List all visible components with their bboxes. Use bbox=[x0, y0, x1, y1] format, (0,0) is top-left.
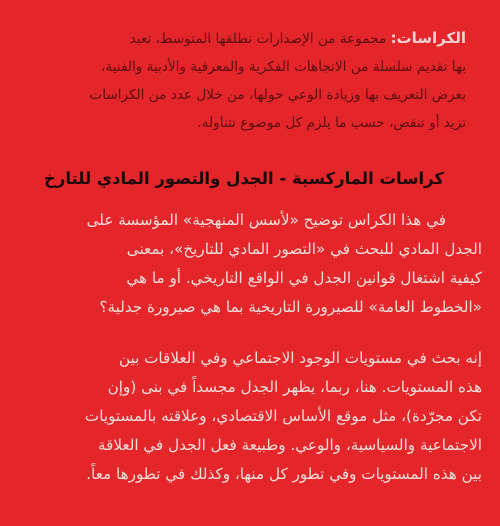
series-intro bbox=[26, 24, 466, 137]
paragraph-line: بين هذه المستويات وفي تطور كل منها، وكذلك في تطورها معاً. bbox=[86, 465, 482, 483]
intro-line: تزيد أو تنقص، حسب ما يلزم كل موضوع تتناوله. bbox=[197, 115, 466, 131]
description-paragraph-1 bbox=[16, 206, 482, 322]
series-title: كراسات الماركسية - الجدل والتصور المادي للتارخ bbox=[43, 169, 444, 188]
paragraph-line: إنه بحث في مستويات الوجود الاجتماعي وفي العلاقات بين bbox=[118, 349, 482, 367]
intro-line-text: مجموعة من الإصدارات نطلقها المتوسط، تعبد bbox=[129, 31, 391, 47]
description-paragraph-2 bbox=[16, 344, 482, 489]
intro-line: بعرض التعريف بها وزيادة الوعي حولها، من خلال عدد من الكراسات bbox=[89, 87, 466, 103]
paragraph-line: الاجتماعية والسياسية، والوعي. وطبيعة فعل الجدل في العلاقة bbox=[97, 436, 482, 454]
paragraph-line: هذه المستويات. هنا، ربما، يظهر الجدل مجسداً في بنى (وإن bbox=[107, 378, 482, 396]
paragraph-line: تكن مجرّدة)، مثل موقع الأساس الاقتصادي، وعلاقته بالمستويات bbox=[84, 407, 482, 425]
paragraph-line: في هذا الكراس توضيح «لأسس المنهجية» المؤسسة على bbox=[86, 211, 446, 229]
intro-line: بها تقديم سلسلة من الاتجاهات الفكرية والمعرفية والأدبية والفنية، bbox=[101, 59, 466, 75]
intro-line bbox=[26, 24, 466, 53]
paragraph-line: «الخطوط العامة» للصيرورة التاريخية بما هي صيرورة جدلية؟ bbox=[99, 298, 482, 316]
paragraph-line: الجدل المادي للبحث في «التصور المادي للتاريخ»، بمعنى bbox=[126, 240, 482, 258]
paragraph-line: كيفية اشتغال قوانين الجدل في الواقع التاريخي. أو ما هي bbox=[126, 269, 482, 287]
intro-label: الكراسات: bbox=[390, 29, 466, 47]
